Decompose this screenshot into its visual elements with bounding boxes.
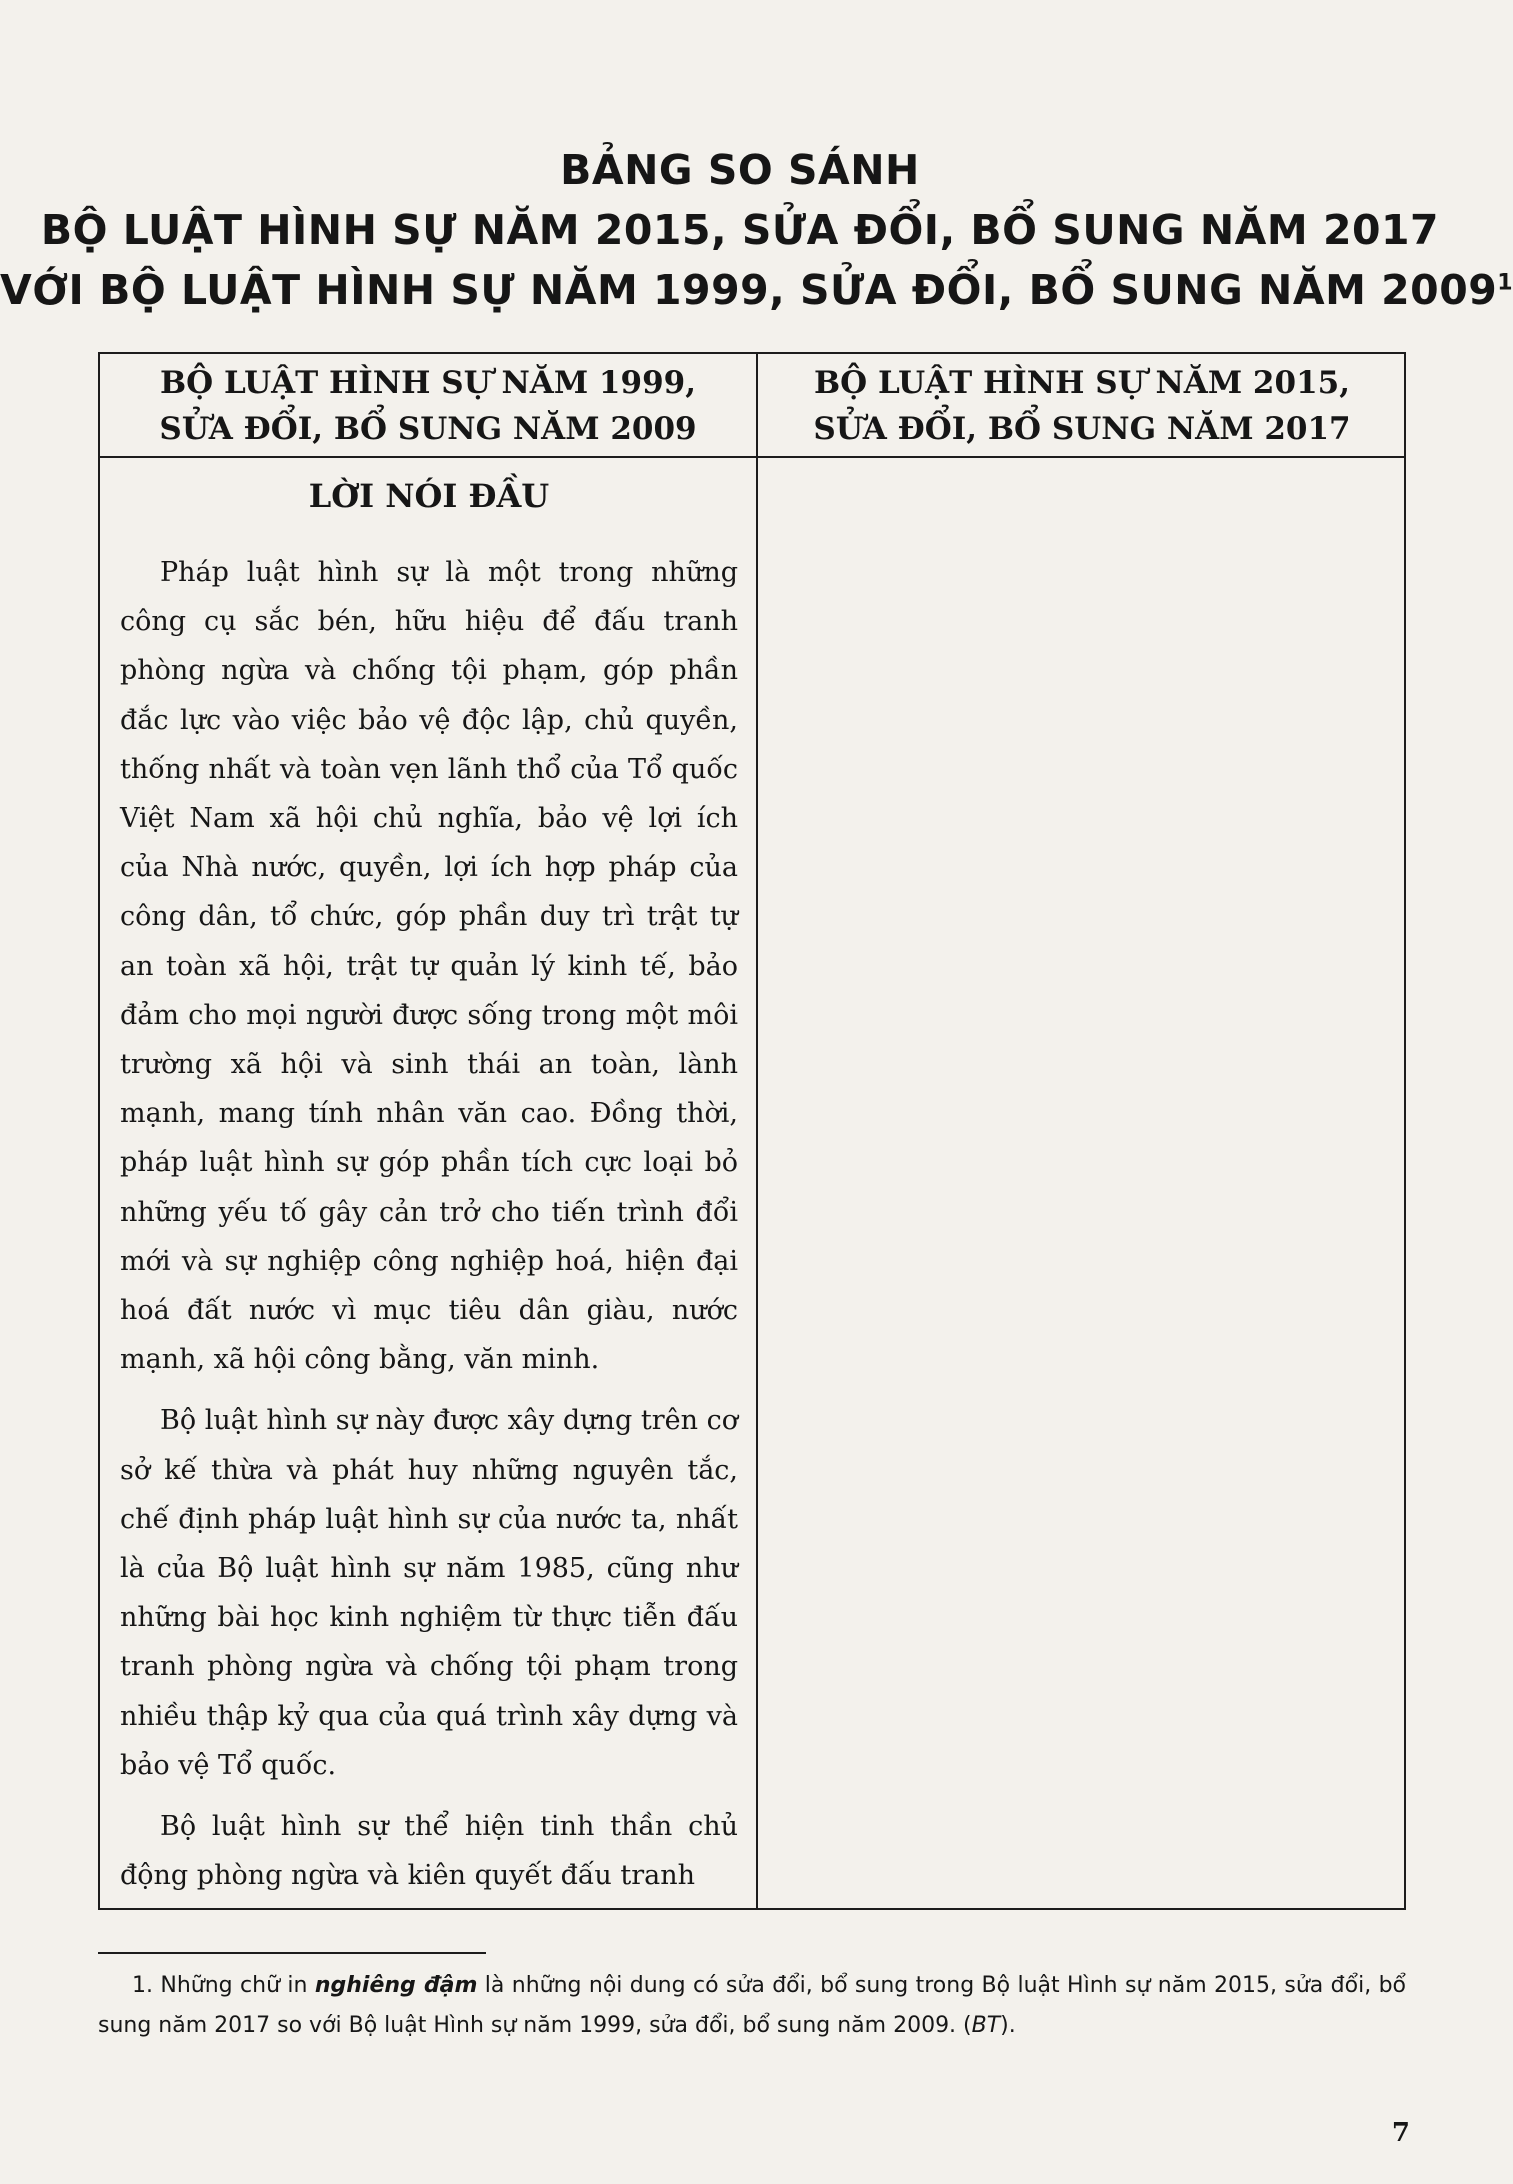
header-left-line-1: BỘ LUẬT HÌNH SỰ NĂM 1999, [159,365,697,401]
title-line-3-text: VỚI BỘ LUẬT HÌNH SỰ NĂM 1999, SỬA ĐỔI, BỔ SUNG NĂM 2009 [0,266,1498,314]
footnote-abbreviation: BT [971,2013,1001,2038]
footnote-marker: 1 [1497,270,1513,296]
preamble-paragraph-3: Bộ luật hình sự thể hiện tinh thần chủ động phòng ngừa và kiên quyết đấu tranh [120,1811,738,1892]
header-left-line-2: SỬA ĐỔI, BỔ SUNG NĂM 2009 [159,411,697,447]
preamble-paragraph-2: Bộ luật hình sự này được xây dựng trên cơ sở kế thừa và phát huy những nguyên tắc, chế định pháp luật hình sự của nước ta, nhất là của Bộ luật hình sự năm 1985, cũng như những bài học kinh nghiệm từ thực tiễn đấu tranh phòng ngừa và chống tội phạm trong nhiều thập kỷ qua của quá trình xây dựng và bảo vệ Tổ quốc. [120,1405,738,1781]
preamble-paragraph-1: Pháp luật hình sự là một trong những công cụ sắc bén, hữu hiệu để đấu tranh phòng ngừa và chống tội phạm, góp phần đắc lực vào việc bảo vệ độc lập, chủ quyền, thống nhất và toàn vẹn lãnh thổ của Tổ quốc Việt Nam xã hội chủ nghĩa, bảo vệ lợi ích của Nhà nước, quyền, lợi ích hợp pháp của công dân, tổ chức, góp phần duy trì trật tự an toàn xã hội, trật tự quản lý kinh tế, bảo đảm cho mọi người được sống trong một môi trường xã hội và sinh thái an toàn, lành mạnh, mang tính nhân văn cao. Đồng thời, pháp luật hình sự góp phần tích cực loại bỏ những yếu tố gây cản trở cho tiến trình đổi mới và sự nghiệp công nghiệp hoá, hiện đại hoá đất nước vì mục tiêu dân giàu, nước mạnh, xã hội công bằng, văn minh. [120,557,738,1376]
footnote-closing: ). [1000,2013,1016,2038]
title-line-2: BỘ LUẬT HÌNH SỰ NĂM 2015, SỬA ĐỔI, BỔ SUNG NĂM 2017 [40,206,1440,254]
page-number: 7 [1391,2118,1410,2148]
footnote-emphasis: nghiêng đậm [314,1973,478,1998]
left-column-body [100,458,756,1912]
preamble-title: LỜI NÓI ĐẦU [308,477,550,515]
footnote-text-after: là những nội dung có sửa đổi, bổ sung trong Bộ luật Hình sự năm 2015, sửa đổi, bổ sung năm 2017 so với Bộ luật Hình sự năm 1999, sửa đổi, bổ sung năm 2009. ( [98,1973,1406,2038]
header-right-line-2: SỬA ĐỔI, BỔ SUNG NĂM 2017 [813,411,1351,447]
table-header-row [100,354,1404,458]
right-column-body [758,458,1404,1908]
header-right-line-1: BỘ LUẬT HÌNH SỰ NĂM 2015, [813,365,1351,401]
header-right-column [758,354,1406,456]
title-line-1: BẢNG SO SÁNH [560,146,920,194]
comparison-table [98,352,1406,1910]
title-line-3 [0,260,1513,320]
header-left-column [100,354,756,456]
footnote-text-before: Những chữ in [160,1973,308,1998]
footnote-divider [98,1952,486,1954]
footnote [98,1966,1406,2046]
page-title [0,140,1513,320]
footnote-number: 1. [132,1973,153,1998]
